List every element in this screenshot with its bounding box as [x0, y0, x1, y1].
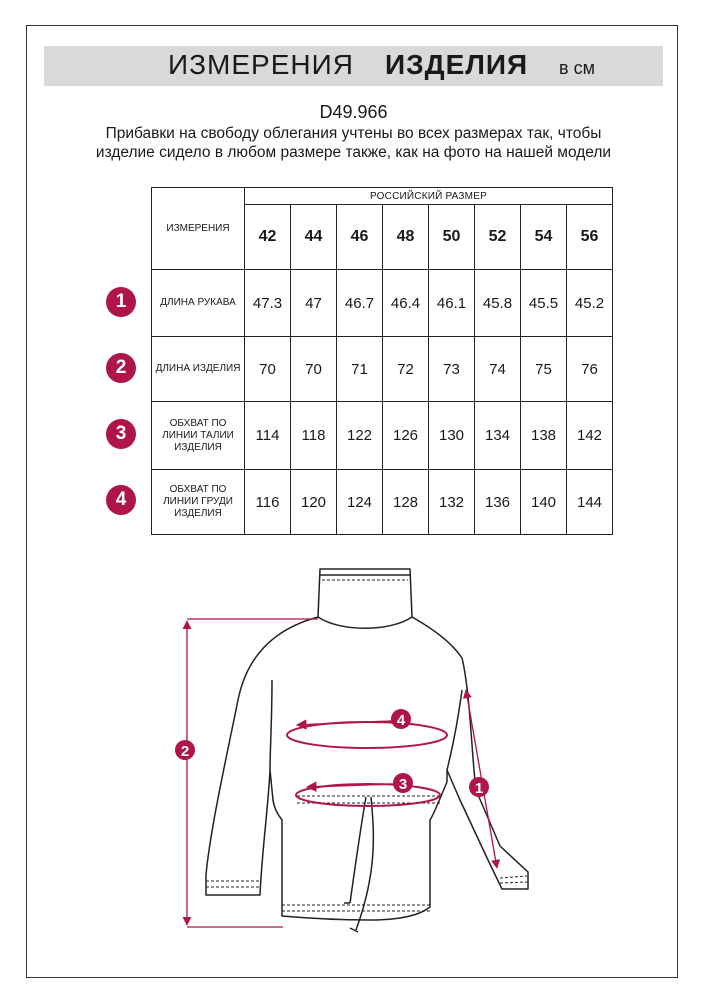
row-number-badge: 1: [106, 287, 136, 317]
fit-note: Прибавки на свободу облегания учтены во всех размерах так, чтобы изделие сидело в любом размере также, как на фото на нашей модели: [95, 125, 612, 161]
title-product: ИЗДЕЛИЯ: [385, 49, 529, 80]
table-cell: 45.5: [521, 270, 567, 337]
table-cell: 144: [567, 470, 613, 535]
size-header: 42: [245, 205, 291, 270]
size-header: 46: [337, 205, 383, 270]
article-number: D49.966: [319, 102, 388, 122]
table-cell: 122: [337, 402, 383, 470]
table-cell: 76: [567, 337, 613, 402]
sweater-outline: [206, 569, 528, 920]
marker-2-label: 2: [180, 743, 190, 760]
table-cell: 120: [291, 470, 337, 535]
table-cell: 134: [475, 402, 521, 470]
table-cell: 74: [475, 337, 521, 402]
table-cell: 75: [521, 337, 567, 402]
table-cell: 70: [291, 337, 337, 402]
table-cell: 45.8: [475, 270, 521, 337]
marker-1-label: 1: [474, 780, 484, 797]
marker-4-label: 4: [396, 712, 406, 729]
table-cell: 45.2: [567, 270, 613, 337]
size-header: 54: [521, 205, 567, 270]
row-label: ДЛИНА ИЗДЕЛИЯ: [152, 337, 245, 402]
table-cell: 47.3: [245, 270, 291, 337]
table-cell: 118: [291, 402, 337, 470]
chest-measure: [287, 721, 447, 748]
drawstring: [344, 797, 373, 932]
size-header: 48: [383, 205, 429, 270]
table-cell: 71: [337, 337, 383, 402]
table-cell: 138: [521, 402, 567, 470]
table-cell: 128: [383, 470, 429, 535]
row-label: ОБХВАТ ПО ЛИНИИ ТАЛИИ ИЗДЕЛИЯ: [152, 402, 245, 470]
table-cell: 116: [245, 470, 291, 535]
marker-3-label: 3: [398, 776, 408, 793]
table-cell: 46.1: [429, 270, 475, 337]
table-cell: 132: [429, 470, 475, 535]
table-cell: 72: [383, 337, 429, 402]
size-caption: РОССИЙСКИЙ РАЗМЕР: [245, 188, 613, 205]
title-unit: в см: [559, 58, 595, 78]
table-cell: 130: [429, 402, 475, 470]
stitch-lines: [206, 580, 527, 911]
size-header: 44: [291, 205, 337, 270]
row-number-badge: 4: [106, 485, 136, 515]
table-cell: 136: [475, 470, 521, 535]
table-cell: 70: [245, 337, 291, 402]
table-cell: 140: [521, 470, 567, 535]
table-cell: 46.7: [337, 270, 383, 337]
table-cell: 124: [337, 470, 383, 535]
row-label: ДЛИНА РУКАВА: [152, 270, 245, 337]
table-cell: 142: [567, 402, 613, 470]
table-cell: 47: [291, 270, 337, 337]
title-measurements: ИЗМЕРЕНИЯ: [168, 49, 354, 80]
size-header: 50: [429, 205, 475, 270]
row-number-badge: 3: [106, 419, 136, 449]
table-cell: 46.4: [383, 270, 429, 337]
table-cell: 126: [383, 402, 429, 470]
corner-label: ИЗМЕРЕНИЯ: [152, 188, 245, 270]
size-header: 52: [475, 205, 521, 270]
row-label: ОБХВАТ ПО ЛИНИИ ГРУДИ ИЗДЕЛИЯ: [152, 470, 245, 535]
size-header: 56: [567, 205, 613, 270]
table-cell: 73: [429, 337, 475, 402]
row-number-badge: 2: [106, 353, 136, 383]
table-cell: 114: [245, 402, 291, 470]
